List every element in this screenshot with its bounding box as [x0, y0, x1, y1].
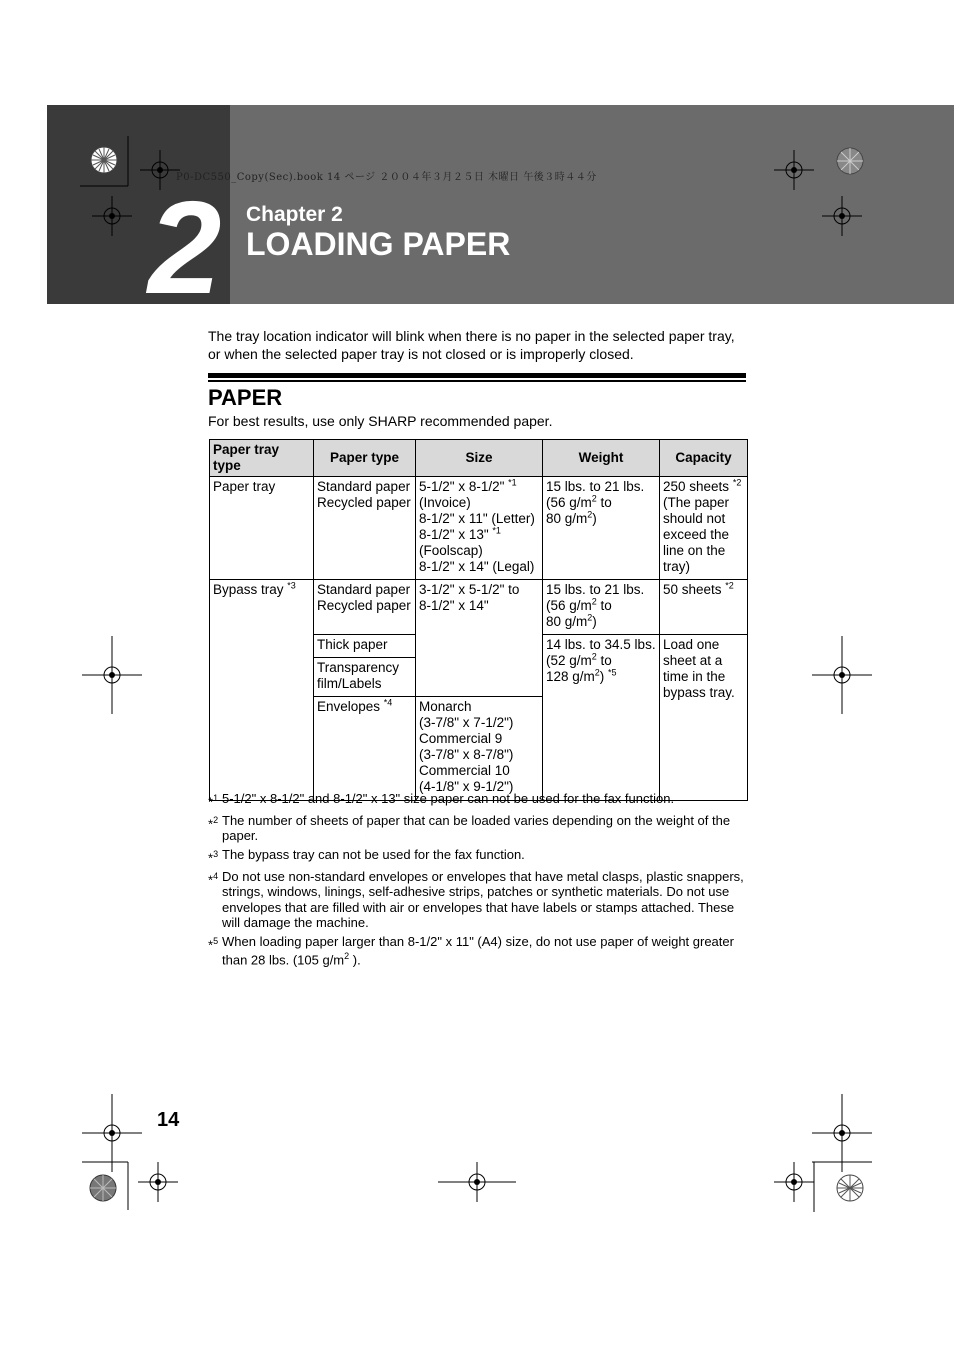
registration-sunburst-icon: [80, 136, 140, 196]
footnote: *$^5$ When loading paper larger than 8-1/2" x 11" (A4) size, do not use paper of weight greater than 28 lbs. (105 $g/m^2$ ).: [208, 933, 734, 968]
crosshair-icon: [774, 150, 814, 190]
print-header: P0-DC550_Copy(Sec).book 14 ページ ２００４年３月２５日 木曜日 午後３時４４分: [176, 172, 597, 183]
cell-thick-paper: Thick paper: [314, 635, 416, 658]
crosshair-icon: [82, 1094, 142, 1172]
footnotes: [208, 791, 748, 971]
header-weight: Weight: [543, 440, 660, 477]
chapter-label: Chapter 2: [246, 203, 343, 226]
crosshair-icon: [774, 1162, 814, 1202]
header-paper-type: Paper type: [314, 440, 416, 477]
cell-paper-tray-weight: 15 lbs. to 21 lbs. (56 $g/m^2$ to 80 $g/m^2$): [543, 477, 660, 580]
intro-text: The tray location indicator will blink when there is no paper in the selected paper tray, or when the selected paper tray is not closed or is improperly closed.: [208, 328, 735, 362]
section-subtitle: For best results, use only SHARP recommended paper.: [208, 413, 553, 429]
cell-envelope-sizes: Monarch (3-7/8" x 7-1/2") Commercial 9 (3-7/8" x 8-7/8") Commercial 10 (4-1/8" x 9-1/2"): [416, 697, 543, 801]
crosshair-icon: [438, 1162, 516, 1202]
header-capacity: Capacity: [660, 440, 748, 477]
cell-bypass-types: Standard paper Recycled paper: [314, 580, 416, 635]
section-rule: [208, 373, 746, 378]
footnote: *$^4$ Do not use non-standard envelopes or envelopes that have metal clasps, plastic snappers, strings, windows, linings, self-adhesive strips, patches or synthetic materials. Do not use envelopes that are filled with air or envelopes that have labels or stamps attached. These will damage the machine.: [208, 868, 744, 931]
page-number: 14: [157, 1109, 180, 1131]
table-row: [210, 580, 748, 635]
header-size: Size: [416, 440, 543, 477]
table-row: [210, 477, 748, 580]
cell-transparency: Transparency film/Labels: [314, 658, 416, 697]
crosshair-icon: [822, 196, 862, 236]
crosshair-icon: [138, 1162, 178, 1202]
chapter-title: LOADING PAPER: [246, 226, 511, 262]
cell-bypass-capacity: 50 sheets $^{*2}$: [660, 580, 748, 635]
chapter-number: 2: [148, 174, 218, 321]
crosshair-icon: [812, 1094, 872, 1172]
header-tray-type: Paper tray type: [210, 440, 314, 477]
table-header-row: [210, 440, 748, 477]
cell-bypass-size: 3-1/2" x 5-1/2" to 8-1/2" x 14": [416, 580, 543, 697]
cell-thick-weight: 14 lbs. to 34.5 lbs. (52 $g/m^2$ to 128 $g/m^2$) $^{*5}$: [543, 635, 660, 801]
cell-bypass-weight: 15 lbs. to 21 lbs. (56 $g/m^2$ to 80 $g/m^2$): [543, 580, 660, 635]
cell-paper-tray-types: Standard paper Recycled paper: [314, 477, 416, 580]
cell-paper-tray-sizes: 5-1/2" x 8-1/2" $^{*1}$ (Invoice) 8-1/2" x 11" (Letter) 8-1/2" x 13" $^{*1}$ (Foolscap) 8-1/2" x 14" (Legal): [416, 477, 543, 580]
section-title: PAPER: [208, 385, 283, 410]
cell-envelopes: Envelopes $^{*4}$: [314, 697, 416, 801]
crosshair-icon: [92, 196, 132, 236]
crosshair-icon: [82, 636, 142, 714]
footnote: *$^2$ The number of sheets of paper that can be loaded varies depending on the weight of the paper.: [208, 812, 731, 844]
cell-paper-tray-capacity: 250 sheets $^{*2}$ (The paper should not exceed the line on the tray): [660, 477, 748, 580]
crosshair-icon: [812, 636, 872, 714]
cell-thick-capacity: Load one sheet at a time in the bypass tray.: [660, 635, 748, 801]
footnote: *$^3$ The bypass tray can not be used for the fax function.: [208, 846, 525, 866]
cell-paper-tray: Paper tray: [210, 477, 314, 580]
footnote: *$^1$ 5-1/2" x 8-1/2" and 8-1/2" x 13" size paper can not be used for the fax function.: [208, 791, 675, 810]
registration-sunburst-icon: [830, 136, 870, 196]
paper-spec-table: [209, 439, 748, 801]
crosshair-icon: [140, 150, 180, 190]
section-rule-thin: [208, 380, 746, 382]
cell-bypass-tray: Bypass tray $^{*3}$: [210, 580, 314, 801]
